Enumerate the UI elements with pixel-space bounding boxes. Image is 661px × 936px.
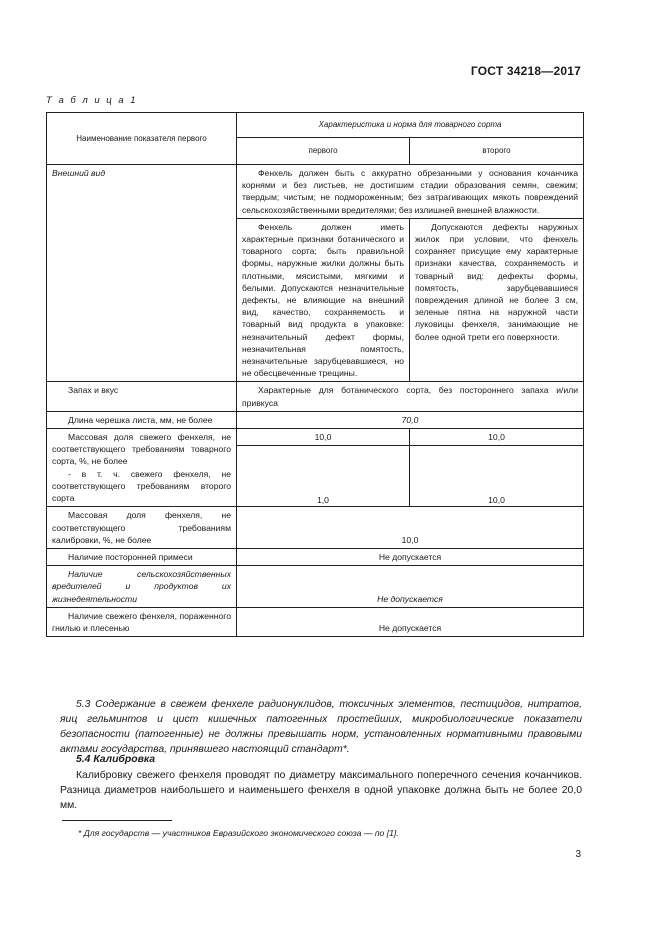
appearance-second: Допускаются дефекты наружных жилок при условии, что фенхель сохраняет присущие ему характерные признаки качества, сохраняемость и товарный вид: дефекты формы, помятость, зарубцевавшиеся повреждения длиной не более 3 см, зеленые пятна на наружной части луковицы фенхеля, занимающие не более одной трети его поверхности.	[410, 218, 584, 382]
table-caption: Т а б л и ц а 1	[46, 95, 138, 106]
section-5-3: 5.3 Содержание в свежем фенхеле радионуклидов, токсичных элементов, пестицидов, нитратов, яиц гельминтов и цист кишечных патогенных простейших, микробиологические показатели безопасности (патогенные) не должны превышать норм, установленных нормативными правовыми актами государства, принявшего настоящий стандарт*.	[60, 699, 582, 756]
row-name-impurity: Наличие посторонней примеси	[47, 549, 237, 566]
requirements-table	[46, 112, 584, 637]
row-name-stalk: Длина черешка листа, мм, не более	[47, 411, 237, 428]
table-header-row	[47, 113, 584, 138]
row-name-pests: Наличие сельскохозяйственных вредителей и продуктов их жизнедеятельности	[47, 566, 237, 608]
table-row	[47, 607, 584, 636]
table-row	[47, 165, 584, 219]
table-row	[47, 429, 584, 507]
fresh-fraction-second-total: 10,0	[410, 429, 583, 446]
pests-value: Не допускается	[237, 566, 584, 608]
column-header-indicator: Наименование показателя первого	[47, 113, 237, 165]
column-header-first: первого	[237, 138, 410, 165]
table-row	[47, 382, 584, 411]
fresh-fraction-second-second-grade: 10,0	[488, 495, 505, 506]
column-header-characteristic: Характеристика и норма для товарного сорта	[237, 113, 584, 138]
appearance-first: Фенхель должен иметь характерные признаки ботанического и товарного сорта; быть правильной формы, наружные жилки должны быть плотными, мясистыми, мягкими и белыми. Допускаются незначительные дефекты, не влияющие на внешний вид, качество, сохраняемость и товарный вид продукта в упаковке: незначительный дефект формы, незначительная помятость, незначительные зарубцевавшиеся, но не обесцвеченные трещины.	[237, 218, 410, 382]
rot-value: Не допускается	[237, 607, 584, 636]
row-name-calibration: Массовая доля фенхеля, не соответствующего требованиям калибровки, %, не более	[47, 507, 237, 549]
footnote-divider	[62, 820, 172, 821]
impurity-value: Не допускается	[237, 549, 584, 566]
fresh-fraction-first-total: 10,0	[237, 429, 409, 446]
fresh-fraction-label: Массовая доля свежего фенхеля, не соответствующего требованиям товарного сорта, %, не более	[52, 432, 231, 467]
document-code: ГОСТ 34218—2017	[470, 64, 581, 78]
page-number: 3	[575, 849, 581, 860]
row-name-appearance: Внешний вид	[47, 165, 237, 382]
stalk-value: 70,0	[237, 411, 584, 428]
footnote: * Для государств — участников Евразийского экономического союза — по [1].	[78, 828, 399, 838]
fresh-fraction-second	[410, 429, 584, 507]
column-header-second: второго	[410, 138, 584, 165]
table-row	[47, 411, 584, 428]
table-row	[47, 507, 584, 549]
section-5-4-text: Калибровку свежего фенхеля проводят по диаметру максимального поперечного сечения кочанчиков. Разница диаметров наибольшего и наименьшего фенхеля в одной упаковке должна быть не более 20,0 мм.	[60, 770, 582, 812]
row-name-smell: Запах и вкус	[47, 382, 237, 411]
fresh-fraction-first	[237, 429, 410, 507]
table-row	[47, 549, 584, 566]
row-name-fresh-fraction	[47, 429, 237, 507]
table-row	[47, 566, 584, 608]
section-5-4-title: 5.4 Калибровка	[76, 754, 156, 765]
appearance-common: Фенхель должен быть с аккуратно обрезанными у основания кочанчика корнями и без листьев, не достигшим стадии образования семян, свежим; твердым; чистым; не подмороженным; без затрагивающих мякоть повреждений сельскохозяйственными вредителями; без излишней внешней влажности.	[237, 165, 584, 219]
row-name-rot: Наличие свежего фенхеля, пораженного гнилью и плесенью	[47, 607, 237, 636]
calibration-value: 10,0	[237, 507, 584, 549]
fresh-fraction-first-second-grade: 1,0	[317, 495, 329, 506]
smell-value: Характерные для ботанического сорта, без постороннего запаха и/или привкуса	[237, 382, 584, 411]
fresh-fraction-sublabel: - в т. ч. свежего фенхеля, не соответствующего требованиям второго сорта	[52, 468, 231, 504]
